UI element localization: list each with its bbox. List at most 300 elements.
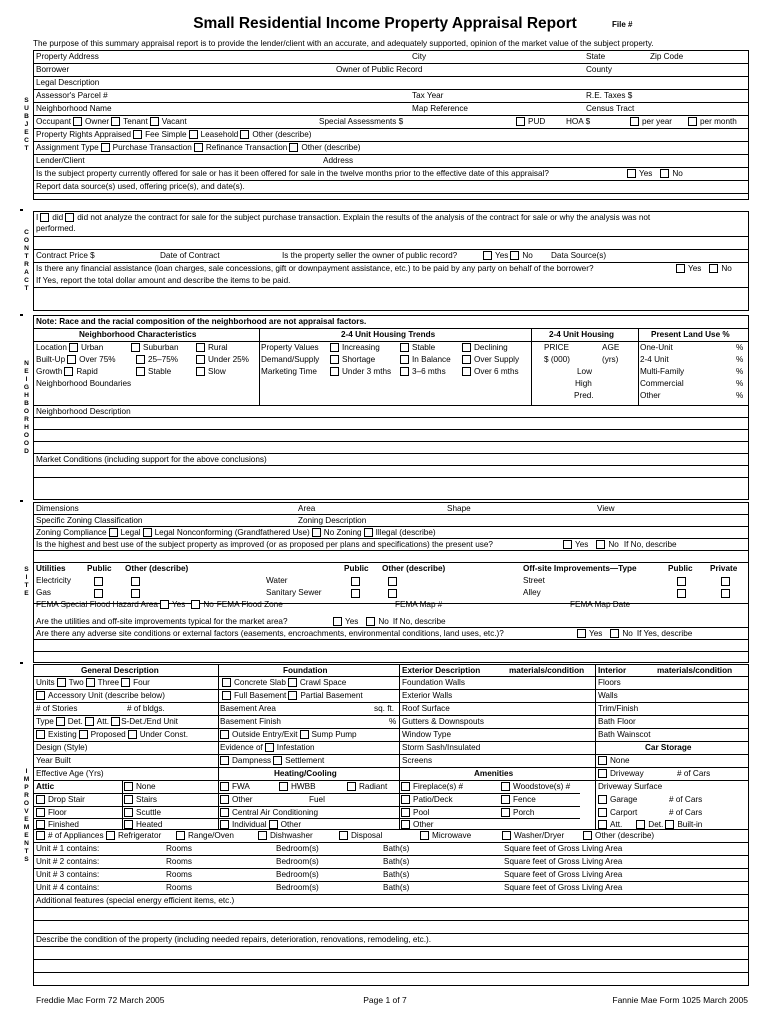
- disposal-checkbox[interactable]: [339, 831, 348, 840]
- screens-label: Screens: [402, 756, 433, 765]
- side-letter: I: [25, 574, 28, 581]
- side-letter: T: [24, 285, 29, 292]
- attic-none-checkbox[interactable]: [124, 782, 133, 791]
- side-letter: I: [25, 768, 28, 775]
- floors-label: Floors: [598, 678, 621, 687]
- accessory-unit-checkbox[interactable]: [36, 691, 45, 700]
- washer-dryer-checkbox[interactable]: [502, 831, 511, 840]
- rural-label: Rural: [208, 343, 228, 352]
- did-checkbox[interactable]: [40, 213, 49, 222]
- utilities-header: Utilities: [36, 564, 66, 573]
- demand-supply-label: Demand/Supply: [261, 355, 320, 364]
- exterior-matcond-header: materials/condition: [509, 666, 585, 675]
- land-other-label: Other: [640, 391, 661, 400]
- sewer-public-checkbox[interactable]: [351, 589, 360, 598]
- public-header: Public: [87, 564, 112, 573]
- dishwasher-checkbox[interactable]: [258, 831, 267, 840]
- over6-label: Over 6 mths: [474, 367, 519, 376]
- per-year-checkbox[interactable]: [630, 117, 639, 126]
- public-header-2: Public: [344, 564, 369, 573]
- fema-map-label: FEMA Map #: [395, 600, 443, 609]
- fema-no-label: No: [203, 600, 214, 609]
- vacant-checkbox[interactable]: [150, 117, 159, 126]
- accessory-unit-label: Accessory Unit (describe below): [48, 691, 165, 700]
- shortage-checkbox[interactable]: [330, 355, 339, 364]
- increasing-checkbox[interactable]: [330, 343, 339, 352]
- 3-6-label: 3–6 mths: [412, 367, 446, 376]
- det-checkbox[interactable]: [56, 717, 65, 726]
- borrower-label: Borrower: [36, 65, 70, 74]
- sdet-checkbox[interactable]: [111, 717, 120, 726]
- under-const-checkbox[interactable]: [128, 730, 137, 739]
- leasehold-label: Leasehold: [200, 130, 239, 139]
- illegal-label: Illegal (describe): [375, 528, 436, 537]
- carport-cars-label: # of Cars: [669, 808, 703, 817]
- rooms-label: Rooms: [166, 844, 192, 853]
- att-garage-checkbox[interactable]: [598, 820, 607, 829]
- foundation-walls-label: Foundation Walls: [402, 678, 465, 687]
- two-units-label: Two: [68, 678, 84, 687]
- 25-75-checkbox[interactable]: [136, 355, 145, 364]
- full-basement-checkbox[interactable]: [222, 691, 231, 700]
- central-air-label: Central Air Conditioning: [232, 808, 319, 817]
- owner-checkbox[interactable]: [73, 117, 82, 126]
- slab-checkbox[interactable]: [222, 678, 231, 687]
- finished-label: Finished: [48, 820, 79, 829]
- heated-checkbox[interactable]: [124, 820, 133, 829]
- compliance-label: Zoning Compliance: [36, 528, 107, 537]
- alley-public-checkbox[interactable]: [677, 589, 686, 598]
- refinance-checkbox[interactable]: [194, 143, 203, 152]
- water-other-checkbox[interactable]: [388, 577, 397, 586]
- side-letter: O: [23, 407, 30, 415]
- report-header: [0, 12, 770, 38]
- declining-checkbox[interactable]: [462, 343, 471, 352]
- rural-checkbox[interactable]: [196, 343, 205, 352]
- assist-yes-checkbox[interactable]: [676, 264, 685, 273]
- offsite-header: Off-site Improvements—Type: [523, 564, 637, 573]
- sump-pump-label: Sump Pump: [311, 730, 357, 739]
- offered-no-checkbox[interactable]: [660, 169, 669, 178]
- crawl-checkbox[interactable]: [288, 678, 297, 687]
- pool-checkbox[interactable]: [401, 808, 410, 817]
- side-letter: E: [24, 590, 29, 597]
- over75-label: Over 75%: [79, 355, 116, 364]
- commercial-label: Commercial: [640, 379, 684, 388]
- urban-checkbox[interactable]: [69, 343, 78, 352]
- offered-yes-checkbox[interactable]: [627, 169, 636, 178]
- street-public-checkbox[interactable]: [677, 577, 686, 586]
- amenity-other-label: Other: [413, 820, 434, 829]
- county-label: County: [586, 65, 612, 74]
- over75-checkbox[interactable]: [67, 355, 76, 364]
- seller-no-checkbox[interactable]: [510, 251, 519, 260]
- subject-side-label: [20, 50, 33, 200]
- four-units-checkbox[interactable]: [121, 678, 130, 687]
- pud-label: PUD: [528, 117, 546, 126]
- fence-checkbox[interactable]: [501, 795, 510, 804]
- side-letter: I: [25, 375, 28, 383]
- site-side-label: [20, 502, 33, 663]
- settlement-label: Settlement: [285, 756, 325, 765]
- under3-checkbox[interactable]: [330, 367, 339, 376]
- adverse-yes-label: Yes: [589, 629, 603, 638]
- patio-checkbox[interactable]: [401, 795, 410, 804]
- under3-label: Under 3 mths: [342, 367, 392, 376]
- window-type-label: Window Type: [402, 730, 451, 739]
- suburban-checkbox[interactable]: [131, 343, 140, 352]
- owner-option: Owner: [85, 117, 110, 126]
- attic-floor-checkbox[interactable]: [36, 808, 45, 817]
- side-letter: S: [24, 566, 29, 573]
- range-label: Range/Oven: [188, 831, 234, 840]
- scuttle-checkbox[interactable]: [124, 808, 133, 817]
- unit-label: Unit # 2 contains:: [36, 857, 100, 866]
- pct-1: %: [736, 343, 744, 352]
- cool-other-checkbox[interactable]: [269, 820, 278, 829]
- sump-pump-checkbox[interactable]: [300, 730, 309, 739]
- illegal-checkbox[interactable]: [364, 528, 373, 537]
- side-letter: T: [24, 145, 29, 152]
- two-units-checkbox[interactable]: [57, 678, 66, 687]
- gutters-label: Gutters & Downspouts: [402, 717, 484, 726]
- side-letter: R: [24, 261, 29, 268]
- price-header: PRICE: [544, 343, 570, 352]
- side-letter: P: [24, 784, 29, 791]
- water-public-checkbox[interactable]: [351, 577, 360, 586]
- fema-yes-label: Yes: [171, 600, 186, 609]
- street-private-checkbox[interactable]: [721, 577, 730, 586]
- rooms-label: Rooms: [166, 870, 192, 879]
- settlement-checkbox[interactable]: [273, 756, 282, 765]
- side-letter: D: [24, 447, 29, 455]
- side-letter: N: [24, 245, 29, 252]
- nonconforming-label: Legal Nonconforming (Grandfathered Use): [154, 528, 310, 537]
- hoa-label: HOA $: [566, 117, 591, 126]
- fwa-checkbox[interactable]: [220, 782, 229, 791]
- trend-stable-label: Stable: [412, 343, 436, 352]
- electric-public-checkbox[interactable]: [94, 577, 103, 586]
- gas-other-checkbox[interactable]: [131, 589, 140, 598]
- fireplace-checkbox[interactable]: [401, 782, 410, 791]
- side-letter: C: [24, 277, 29, 284]
- builtin-label: Built-in: [677, 820, 703, 829]
- side-letter: R: [24, 415, 29, 423]
- infestation-checkbox[interactable]: [265, 743, 274, 752]
- car-none-checkbox[interactable]: [598, 756, 607, 765]
- adverse-no-checkbox[interactable]: [610, 629, 619, 638]
- typical-if-no-label: If No, describe: [392, 617, 446, 626]
- improvements-section: [20, 664, 749, 986]
- bedrooms-label: Bedroom(s): [276, 870, 319, 879]
- general-description-header: General Description: [81, 666, 159, 675]
- three-units-checkbox[interactable]: [86, 678, 95, 687]
- sqft-label: sq. ft.: [374, 704, 395, 713]
- existing-checkbox[interactable]: [36, 730, 45, 739]
- side-letter: S: [24, 97, 29, 104]
- other-describe-header: Other (describe): [125, 564, 189, 573]
- unit-row: [34, 856, 748, 869]
- fee-simple-checkbox[interactable]: [133, 130, 142, 139]
- att-checkbox[interactable]: [85, 717, 94, 726]
- washer-dryer-label: Washer/Dryer: [514, 831, 565, 840]
- freddie-mac-form: Freddie Mac Form 72 March 2005: [36, 995, 165, 1005]
- land-use-header: Present Land Use %: [651, 330, 730, 339]
- heat-other-label: Other: [232, 795, 253, 804]
- contract-section: [20, 211, 749, 311]
- hbu-yes-label: Yes: [575, 540, 589, 549]
- zoning-desc-label: Zoning Description: [298, 516, 367, 525]
- foundation-header: Foundation: [283, 666, 328, 675]
- assistance-question: Is there any financial assistance (loan charges, sale concessions, gift or downpayment assistance, etc.) to be paid by any party on behalf of the borrower?: [36, 264, 594, 273]
- year-built-label: Year Built: [36, 756, 71, 765]
- finished-checkbox[interactable]: [36, 820, 45, 829]
- proposed-checkbox[interactable]: [79, 730, 88, 739]
- side-letter: E: [24, 832, 29, 839]
- heating-cooling-header: Heating/Cooling: [274, 769, 337, 778]
- view-label: View: [597, 504, 615, 513]
- pud-checkbox[interactable]: [516, 117, 525, 126]
- garage-checkbox[interactable]: [598, 795, 607, 804]
- drop-stair-checkbox[interactable]: [36, 795, 45, 804]
- neighborhood-description-label: Neighborhood Description: [36, 407, 131, 416]
- leasehold-checkbox[interactable]: [189, 130, 198, 139]
- typical-no-label: No: [378, 617, 389, 626]
- driveway-checkbox[interactable]: [598, 769, 607, 778]
- rapid-label: Rapid: [76, 367, 98, 376]
- pred-label: Pred.: [574, 391, 594, 400]
- side-letter: U: [24, 105, 29, 112]
- growth-label: Growth: [36, 367, 63, 376]
- refrigerator-label: Refrigerator: [118, 831, 162, 840]
- stories-label: # of Stories: [36, 704, 78, 713]
- partial-basement-checkbox[interactable]: [288, 691, 297, 700]
- purchase-checkbox[interactable]: [101, 143, 110, 152]
- occupant-label: Occupant: [36, 117, 72, 126]
- nonconforming-checkbox[interactable]: [143, 528, 152, 537]
- outside-entry-checkbox[interactable]: [220, 730, 229, 739]
- appliance-other-checkbox[interactable]: [583, 831, 592, 840]
- infestation-label: Infestation: [276, 743, 315, 752]
- dampness-checkbox[interactable]: [220, 756, 229, 765]
- pct-3: %: [736, 367, 744, 376]
- unit-label: Unit # 3 contains:: [36, 870, 100, 879]
- tenant-checkbox[interactable]: [111, 117, 120, 126]
- side-letter: N: [24, 840, 29, 847]
- dimensions-label: Dimensions: [36, 504, 79, 513]
- neighborhood-characteristics-header: Neighborhood Characteristics: [79, 330, 197, 339]
- central-air-checkbox[interactable]: [220, 808, 229, 817]
- slow-checkbox[interactable]: [196, 367, 205, 376]
- yrs-label: (yrs): [602, 355, 619, 364]
- sewer-other-checkbox[interactable]: [388, 589, 397, 598]
- contract-side-label: [20, 211, 33, 311]
- crawl-label: Crawl Space: [299, 678, 347, 687]
- partial-basement-label: Partial Basement: [300, 691, 363, 700]
- typical-yes-checkbox[interactable]: [333, 617, 342, 626]
- gla-label: Square feet of Gross Living Area: [504, 883, 623, 892]
- det-garage-checkbox[interactable]: [636, 820, 645, 829]
- hwbb-checkbox[interactable]: [279, 782, 288, 791]
- radiant-label: Radiant: [359, 782, 388, 791]
- radiant-checkbox[interactable]: [347, 782, 356, 791]
- marketing-time-label: Marketing Time: [261, 367, 317, 376]
- did-not-checkbox[interactable]: [65, 213, 74, 222]
- slow-label: Slow: [208, 367, 226, 376]
- adverse-yes-checkbox[interactable]: [577, 629, 586, 638]
- assist-no-checkbox[interactable]: [709, 264, 718, 273]
- carport-checkbox[interactable]: [598, 808, 607, 817]
- side-letter: T: [24, 253, 29, 260]
- full-basement-label: Full Basement: [234, 691, 287, 700]
- heated-label: Heated: [136, 820, 163, 829]
- fee-simple-label: Fee Simple: [145, 130, 187, 139]
- neighborhood-side-label: [20, 315, 33, 500]
- housing-trends-header: 2-4 Unit Housing Trends: [341, 330, 436, 339]
- one-unit-label: One-Unit: [640, 343, 673, 352]
- builtin-checkbox[interactable]: [665, 820, 674, 829]
- woodstove-checkbox[interactable]: [501, 782, 510, 791]
- boundaries-label: Neighborhood Boundaries: [36, 379, 132, 388]
- side-letter: O: [23, 800, 30, 807]
- assist-yes-label: Yes: [688, 264, 702, 273]
- basement-area-label: Basement Area: [220, 704, 276, 713]
- rapid-checkbox[interactable]: [64, 367, 73, 376]
- side-letter: V: [24, 808, 29, 815]
- walls-label: Walls: [598, 691, 618, 700]
- assignment-other-checkbox[interactable]: [289, 143, 298, 152]
- electric-other-checkbox[interactable]: [131, 577, 140, 586]
- porch-checkbox[interactable]: [501, 808, 510, 817]
- hbu-no-checkbox[interactable]: [596, 540, 605, 549]
- fannie-mae-form: Fannie Mae Form 1025 March 2005: [612, 995, 748, 1005]
- driveway-cars-label: # of Cars: [677, 769, 711, 778]
- gas-label: Gas: [36, 588, 52, 597]
- fireplace-label: Fireplace(s) #: [413, 782, 464, 791]
- low-label: Low: [577, 367, 593, 376]
- dishwasher-label: Dishwasher: [270, 831, 313, 840]
- appliances-checkbox[interactable]: [36, 831, 45, 840]
- did-label: did: [52, 213, 64, 222]
- rights-other-label: Other (describe): [252, 130, 312, 139]
- typical-no-checkbox[interactable]: [366, 617, 375, 626]
- exterior-walls-label: Exterior Walls: [402, 691, 453, 700]
- garage-cars-label: # of Cars: [669, 795, 703, 804]
- fwa-label: FWA: [232, 782, 250, 791]
- adverse-question: Are there any adverse site conditions or external factors (easements, encroachments, environmental conditions, land uses, etc.)?: [36, 629, 504, 638]
- gas-public-checkbox[interactable]: [94, 589, 103, 598]
- trend-stable-checkbox[interactable]: [400, 343, 409, 352]
- side-letter: T: [24, 848, 29, 855]
- shape-label: Shape: [447, 504, 471, 513]
- heat-other-checkbox[interactable]: [220, 795, 229, 804]
- offered-yes-label: Yes: [639, 169, 653, 178]
- side-letter: T: [24, 582, 29, 589]
- legal-label: Legal: [120, 528, 141, 537]
- pct-4: %: [736, 379, 744, 388]
- bldgs-label: # of bldgs.: [127, 704, 165, 713]
- amenity-other-checkbox[interactable]: [401, 820, 410, 829]
- over-supply-checkbox[interactable]: [462, 355, 471, 364]
- 25-75-label: 25–75%: [148, 355, 179, 364]
- rights-other-checkbox[interactable]: [240, 130, 249, 139]
- stable-checkbox[interactable]: [136, 367, 145, 376]
- interior-header: Interior: [598, 666, 627, 675]
- side-letter: B: [24, 113, 29, 120]
- pool-label: Pool: [413, 808, 430, 817]
- 3-6-checkbox[interactable]: [400, 367, 409, 376]
- data-sources-label: Report data source(s) used, offering price(s), and date(s).: [36, 182, 245, 191]
- carport-label: Carport: [610, 808, 638, 817]
- contract-i-label: I: [36, 213, 39, 222]
- amenities-header: Amenities: [474, 769, 514, 778]
- effective-age-label: Effective Age (Yrs): [36, 769, 104, 778]
- page-footer: [0, 988, 770, 1008]
- alley-private-checkbox[interactable]: [721, 589, 730, 598]
- private-header: Private: [710, 564, 738, 573]
- baths-label: Bath(s): [383, 857, 410, 866]
- assignment-type-label: Assignment Type: [36, 143, 99, 152]
- microwave-checkbox[interactable]: [420, 831, 429, 840]
- cool-other-label: Other: [280, 820, 302, 829]
- hbu-yes-checkbox[interactable]: [563, 540, 572, 549]
- pct-5: %: [736, 391, 744, 400]
- lender-address-label: Address: [323, 156, 354, 165]
- side-letter: J: [24, 121, 29, 128]
- det-garage-label: Det.: [648, 820, 664, 829]
- fema-area-label: FEMA Special Flood Hazard Area: [36, 600, 158, 609]
- side-letter: H: [24, 423, 29, 431]
- seller-yes-label: Yes: [495, 251, 509, 260]
- in-balance-label: In Balance: [412, 355, 451, 364]
- stairs-checkbox[interactable]: [124, 795, 133, 804]
- microwave-label: Microwave: [432, 831, 472, 840]
- units-label: Units: [36, 678, 55, 687]
- appliances-label: # of Appliances: [48, 831, 104, 840]
- other-describe-header-2: Other (describe): [382, 564, 446, 573]
- parcel-label: Assessor's Parcel #: [36, 91, 108, 100]
- rooms-label: Rooms: [166, 857, 192, 866]
- att-label: Att.: [96, 717, 110, 726]
- neighborhood-name-label: Neighborhood Name: [36, 104, 112, 113]
- property-rights-label: Property Rights Appraised: [36, 130, 132, 139]
- hwbb-label: HWBB: [291, 782, 316, 791]
- pct-2: %: [736, 355, 744, 364]
- owner-label: Owner of Public Record: [336, 65, 423, 74]
- in-balance-checkbox[interactable]: [400, 355, 409, 364]
- unit-row: [34, 869, 748, 882]
- refrigerator-checkbox[interactable]: [106, 831, 115, 840]
- individual-checkbox[interactable]: [220, 820, 229, 829]
- proposed-label: Proposed: [90, 730, 126, 739]
- three-units-label: Three: [97, 678, 120, 687]
- side-letter: C: [24, 137, 29, 144]
- per-month-checkbox[interactable]: [688, 117, 697, 126]
- property-address-label: Property Address: [36, 52, 99, 61]
- legal-checkbox[interactable]: [109, 528, 118, 537]
- att-garage-label: Att.: [610, 820, 623, 829]
- electricity-label: Electricity: [36, 576, 72, 585]
- over6-checkbox[interactable]: [462, 367, 471, 376]
- subject-section: [20, 50, 749, 200]
- range-checkbox[interactable]: [176, 831, 185, 840]
- attic-floor-label: Floor: [48, 808, 67, 817]
- zip-label: Zip Code: [650, 52, 684, 61]
- no-zoning-checkbox[interactable]: [312, 528, 321, 537]
- under25-checkbox[interactable]: [196, 355, 205, 364]
- report-title: Small Residential Income Property Appraisal Report: [193, 15, 577, 32]
- seller-yes-checkbox[interactable]: [483, 251, 492, 260]
